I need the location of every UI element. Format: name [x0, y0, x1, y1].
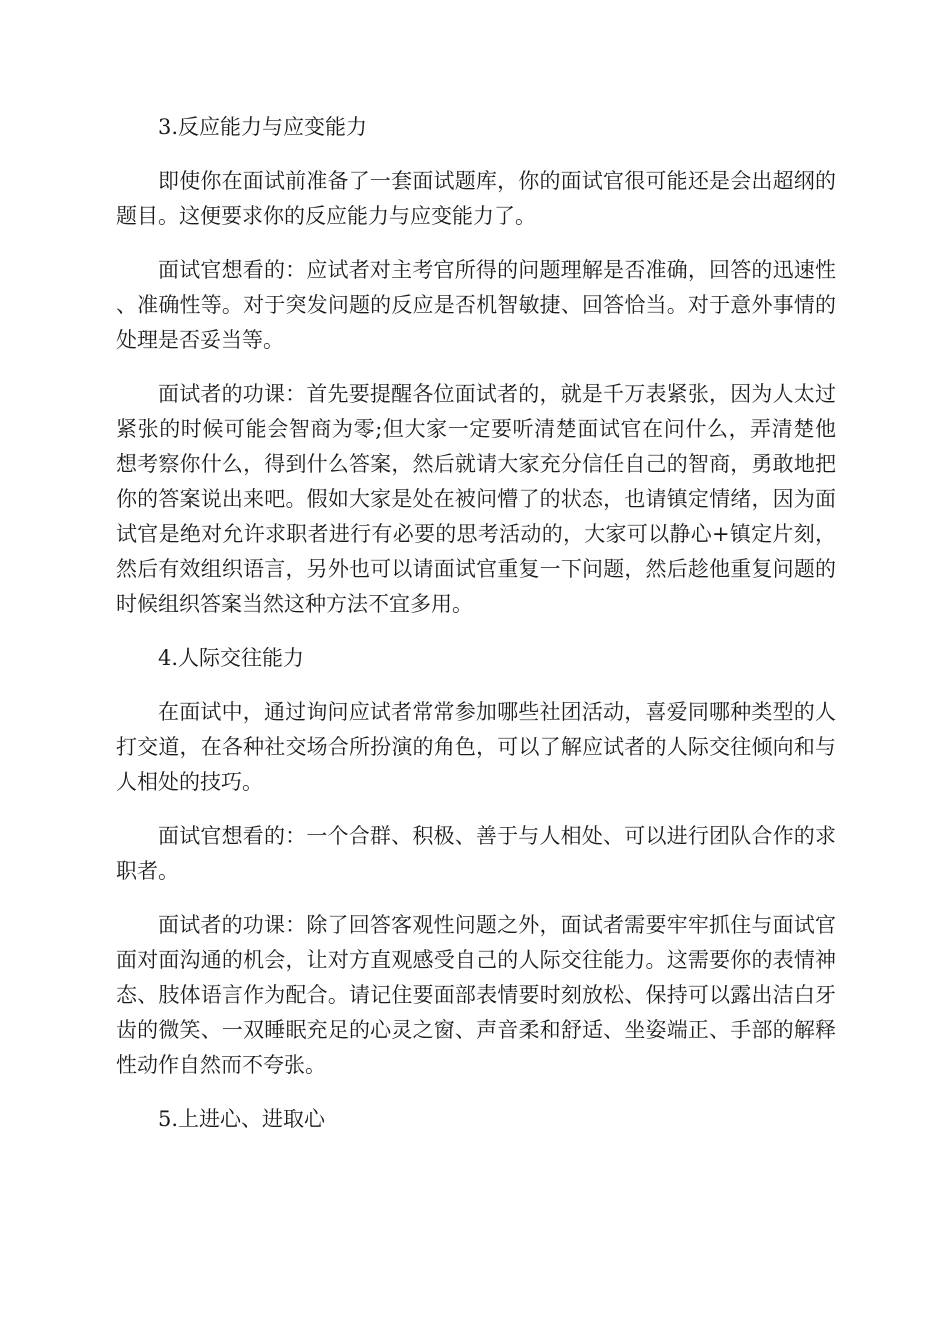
paragraph: 面试者的功课：首先要提醒各位面试者的，就是千万表紧张，因为人太过紧张的时候可能会智商为零;但大家一定要听清楚面试官在问什么，弄清楚他想考察你什么，得到什么答案，然后就请大家充分信任自己的智商，勇敢地把你的答案说出来吧。假如大家是处在被问懵了的状态，也请镇定情绪，因为面试官是绝对允许求职者进行有必要的思考活动的，大家可以静心+镇定片刻，然后有效组织语言，另外也可以请面试官重复一下问题，然后趁他重复问题的时候组织答案当然这种方法不宜多用。 — [116, 382, 836, 616]
document-body — [116, 110, 836, 1156]
paragraph: 面试者的功课：除了回答客观性问题之外，面试者需要牢牢抓住与面试官面对面沟通的机会，让对方直观感受自己的人际交往能力。这需要你的表情神态、肢体语言作为配合。请记住要面部表情要时刻放松、保持可以露出洁白牙齿的微笑、一双睡眠充足的心灵之窗、声音柔和舒适、坐姿端正、手部的解释性动作自然而不夸张。 — [116, 913, 836, 1077]
section-heading-ambition: 5.上进心、进取心 — [158, 1107, 326, 1131]
paragraph: 面试官想看的：一个合群、积极、善于与人相处、可以进行团队合作的求职者。 — [116, 824, 836, 883]
section-heading-interpersonal: 4.人际交往能力 — [158, 646, 305, 670]
paragraph: 即使你在面试前准备了一套面试题库，你的面试官很可能还是会出超纲的题目。这便要求你的反应能力与应变能力了。 — [116, 169, 836, 228]
section-heading-reaction: 3.反应能力与应变能力 — [158, 115, 368, 139]
paragraph: 在面试中，通过询问应试者常常参加哪些社团活动，喜爱同哪种类型的人打交道，在各种社交场合所扮演的角色，可以了解应试者的人际交往倾向和与人相处的技巧。 — [116, 700, 836, 794]
paragraph: 面试官想看的：应试者对主考官所得的问题理解是否准确，回答的迅速性、准确性等。对于突发问题的反应是否机智敏捷、回答恰当。对于意外事情的处理是否妥当等。 — [116, 258, 836, 352]
